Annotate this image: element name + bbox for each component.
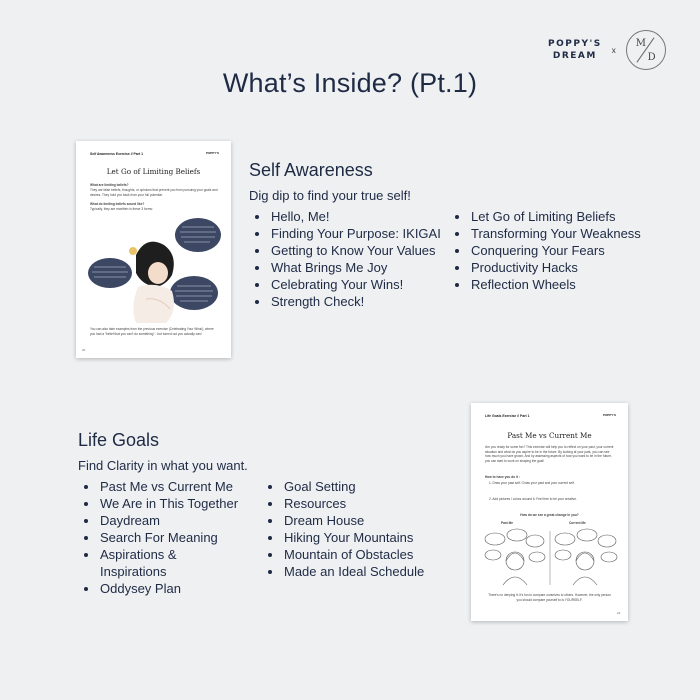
list-item: Transforming Your Weakness — [449, 225, 649, 242]
preview-question: What do limiting beliefs sound like? — [90, 202, 145, 206]
list-item: Mountain of Obstacles — [262, 546, 462, 563]
section-title-self-awareness: Self Awareness — [249, 160, 373, 180]
list-item: Finding Your Purpose: IKIGAI — [249, 225, 449, 242]
list-item: Search For Meaning — [78, 529, 263, 546]
list-item: Aspirations & Inspirations — [78, 546, 200, 580]
list-item: Hiking Your Mountains — [262, 529, 462, 546]
poppys-dream-logo — [548, 38, 602, 62]
brand-poppy-line2: DREAM — [552, 51, 597, 61]
preview-paragraph: They are false beliefs, thoughts, or opinions that prevent you from pursuing your goals and desires. They hold you back from your full potential. — [90, 188, 218, 197]
list-item: Conquering Your Fears — [449, 242, 649, 259]
list-item: Daydream — [78, 512, 263, 529]
list-item: Reflection Wheels — [449, 276, 649, 293]
page-title: What’s Inside? (Pt.1) — [222, 68, 478, 98]
list-item: Hello, Me! — [249, 208, 449, 225]
section-subtitle-life-goals: Find Clarity in what you want. — [78, 458, 248, 473]
logo-initial-d: D — [647, 52, 656, 63]
preview-logo: POPPY'S — [205, 151, 219, 155]
worksheet-preview-limiting-beliefs — [76, 141, 231, 358]
worksheet-preview-past-vs-current — [471, 403, 628, 621]
list-item: Past Me vs Current Me — [78, 478, 263, 495]
life-goals-list-col2 — [262, 478, 462, 580]
preview-page-number: 20 — [82, 348, 86, 352]
brand-header — [548, 30, 666, 70]
list-item: Celebrating Your Wins! — [249, 276, 449, 293]
preview-subheading: How to have you do it : — [485, 475, 520, 479]
list-item: Productivity Hacks — [449, 259, 649, 276]
preview-title: Past Me vs Current Me — [507, 431, 592, 440]
preview-page-number: 22 — [617, 611, 621, 615]
preview-footer: There's no denying it: it's fun to compare ourselves to others. However, the only person you should compare yourself to is YOURSELF. — [488, 593, 611, 602]
preview-column-label: Current Me — [569, 521, 586, 525]
preview-paragraph: Typically, they are rewritten in these 3 forms: — [90, 207, 153, 211]
brand-separator: x — [611, 45, 616, 55]
list-item: Strength Check! — [249, 293, 449, 310]
list-item: Let Go of Limiting Beliefs — [449, 208, 649, 225]
list-item: Goal Setting — [262, 478, 462, 495]
list-item: Oddysey Plan — [78, 580, 263, 597]
section-subtitle-self-awareness: Dig dip to find your true self! — [249, 188, 411, 203]
preview-column-label: Past Me — [501, 521, 514, 525]
list-item: Made an Ideal Schedule — [262, 563, 462, 580]
list-item: We Are in This Together — [78, 495, 263, 512]
illustration-past-and-current-me — [481, 527, 619, 589]
preview-paragraph: Are you ready for some fun? This exercise will help you to reflect on your past, your current situation and what do you aspire to be in the future. By looking at your past, you can see how much you have grown. And by assessing aspects of how you want to be in the future, you can start to work on shaping the goal! — [485, 445, 614, 463]
section-title-life-goals: Life Goals — [78, 430, 160, 450]
preview-title: Let Go of Limiting Beliefs — [106, 167, 201, 176]
list-item: Resources — [262, 495, 462, 512]
list-item: What Brings Me Joy — [249, 259, 449, 276]
md-logo-icon — [626, 30, 666, 70]
preview-header: Self Awareness Exercise // Part 1 — [90, 152, 143, 156]
list-item: Getting to Know Your Values — [249, 242, 449, 259]
preview-header: Life Goals Exercise // Part 1 — [485, 414, 530, 418]
logo-initial-m: M — [635, 38, 646, 49]
preview-question: What are limiting beliefs? — [90, 183, 129, 187]
preview-logo: POPPY'S — [602, 413, 616, 417]
list-item: Dream House — [262, 512, 462, 529]
preview-step: 2. Add pictures / colors around it. Feel free to be your creative. — [489, 497, 577, 501]
brand-poppy-line1: POPPY'S — [548, 39, 602, 49]
preview-subheading: How do we see a great change in you? — [520, 513, 579, 517]
illustration-girl-with-thought-bubbles — [86, 215, 226, 325]
preview-step: 1. Draw your past self / Draw your past and your current self. — [489, 481, 575, 485]
self-awareness-list-col1 — [249, 208, 449, 310]
self-awareness-list-col2 — [449, 208, 649, 293]
life-goals-list-col1 — [78, 478, 263, 597]
preview-footer: You can also take examples from the previous exercise (Celebrating Your Wins!), where you had a "belief that you can't do something" - but turned out you actually can! — [90, 327, 214, 336]
